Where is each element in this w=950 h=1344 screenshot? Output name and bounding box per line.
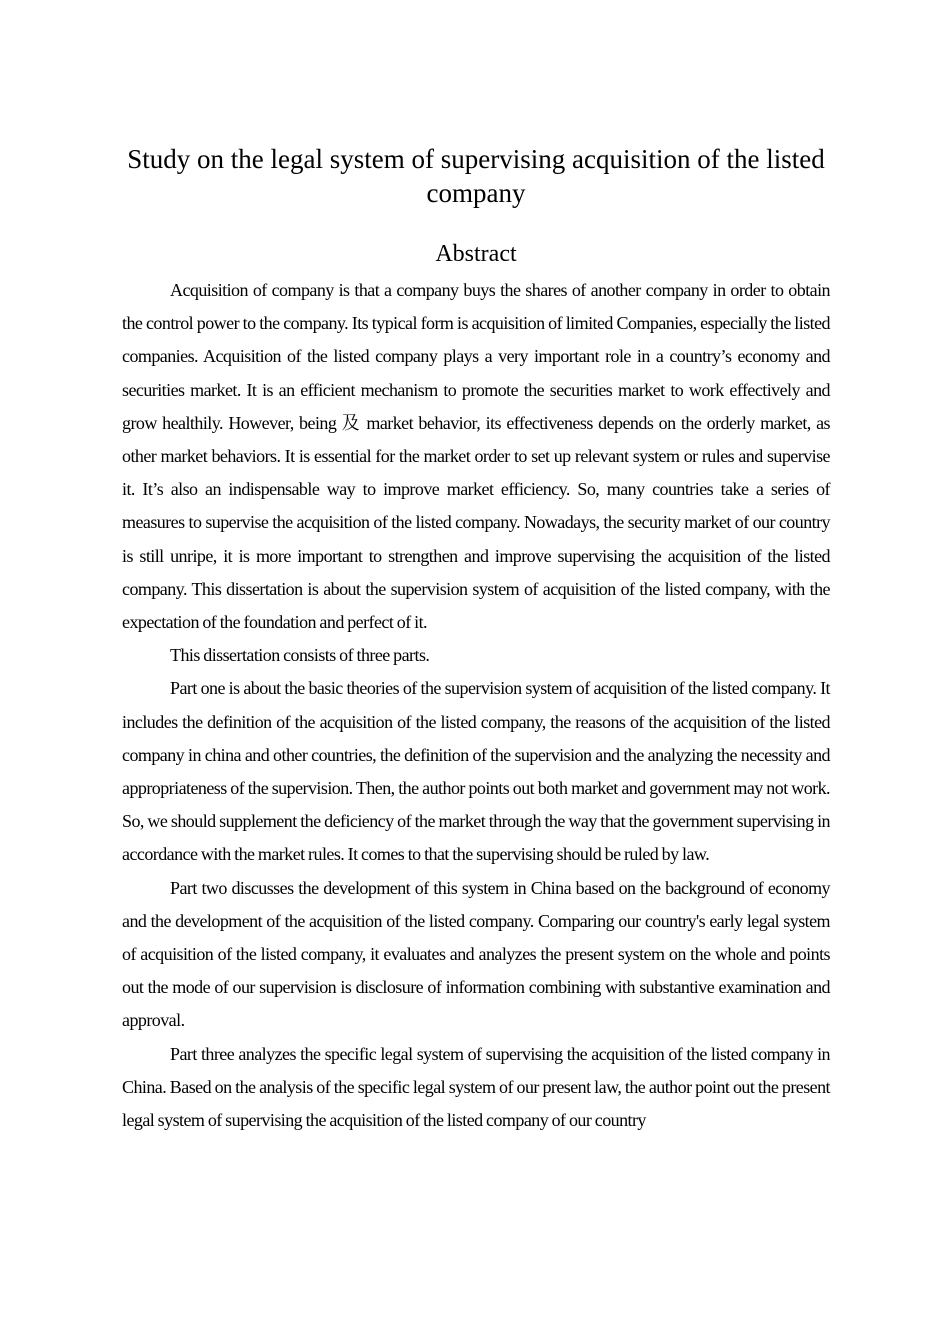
abstract-heading: Abstract — [435, 241, 517, 267]
abstract-paragraph-2: This dissertation consists of three parts. — [170, 645, 430, 666]
abstract-paragraph-4: Part two discusses the development of this system in China based on the background of economy and the development of the acquisition of the listed company. Comparing our country's early legal system of acquisition of the listed company, it evaluates and analyzes the present system on the whole and points out the mode of our supervision is disclosure of information combining with substantive examination and approval. — [122, 877, 830, 1031]
abstract-paragraph-3: Part one is about the basic theories of the supervision system of acquisition of the listed company. It includes the definition of the acquisition of the listed company, the reasons of the acquisition of the listed company in china and other countries, the definition of the supervision and the analyzing the necessity and appropriateness of the supervision. Then, the author points out both market and government may not work. So, we should supplement the deficiency of the market through the way that the government supervising in accordance with the market rules. It comes to that the supervising should be ruled by law. — [122, 678, 830, 865]
document-title: Study on the legal system of supervising acquisition of the listed company — [127, 144, 825, 208]
abstract-paragraph-1: Acquisition of company is that a company buys the shares of another company in order to obtain the control power to the company. Its typical form is acquisition of limited Companies, especially the listed companies. Acquisition of the listed company plays a very important role in a country’s economy and securities market. It is an efficient mechanism to promote the securities market to work effectively and grow healthily. However, being 及 market behavior, its effectiveness depends on the orderly market, as other market behaviors. It is essential for the market order to set up relevant system or rules and supervise it. It’s also an indispensable way to improve market efficiency. So, many countries take a series of measures to supervise the acquisition of the listed company. Nowadays, the security market of our country is still unripe, it is more important to strengthen and improve supervising the acquisition of the listed company. This dissertation is about the supervision system of acquisition of the listed company, with the expectation of the foundation and perfect of it. — [122, 280, 830, 633]
abstract-body — [122, 274, 830, 1137]
abstract-paragraph-5: Part three analyzes the specific legal system of supervising the acquisition of the listed company in China. Based on the analysis of the specific legal system of our present law, the author point out the present legal system of supervising the acquisition of the listed company of our country — [122, 1043, 830, 1131]
